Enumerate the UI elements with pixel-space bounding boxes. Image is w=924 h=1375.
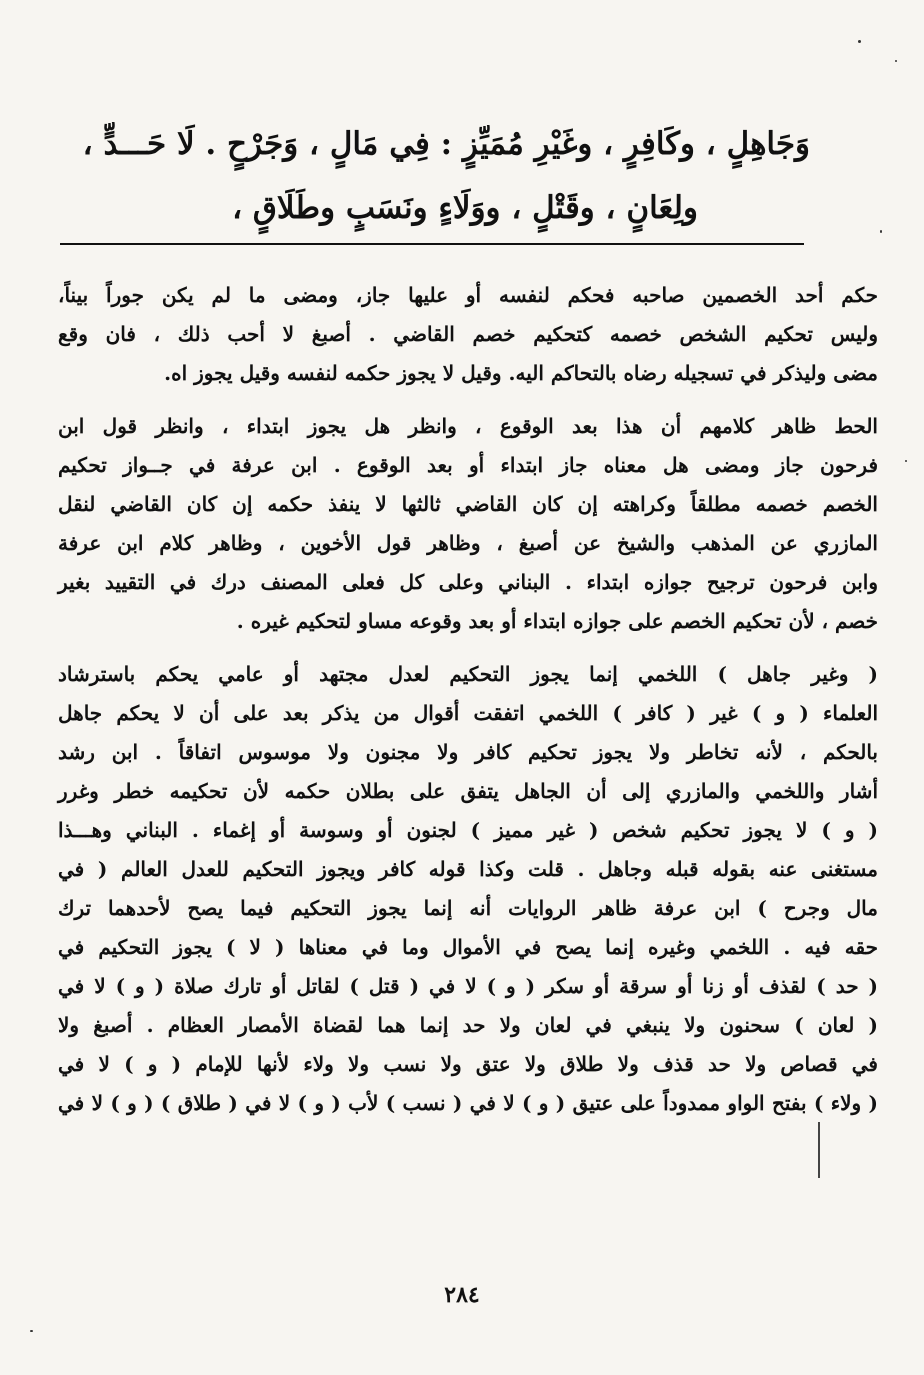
text-line: وليس تحكيم الشخص خصمه كتحكيم خصم القاضي . أصبغ لا أحب ذلك ، فان وقع <box>58 322 878 346</box>
text-line: فرحون جاز ومضى هل معناه جاز ابتداء أو بعد الوقوع . ابن عرفة في جــواز تحكيم <box>58 453 878 477</box>
text-line: حكم أحد الخصمين صاحبه فحكم لنفسه أو عليها جاز، ومضى ما لم يكن جوراً بيناً، <box>58 283 878 307</box>
scan-speck <box>858 40 861 43</box>
text-line: ( و ) لا يجوز تحكيم شخص ( غير مميز ) لجنون أو وسوسة أو إغماء . البناني وهـــذا <box>58 818 878 842</box>
matn-line: ولِعَانٍ ، وقَتْلٍ ، ووَلَاءٍ ونَسَبٍ وطَلَاقٍ ، <box>232 190 698 226</box>
text-line: مال وجرح ) ابن عرفة ظاهر الروايات أنه إنما يجوز التحكيم فيما يصح لأحدهما ترك <box>58 896 878 920</box>
text-line: المازري عن المذهب والشيخ عن أصبغ ، وظاهر قول الأخوين ، وظاهر كلام ابن عرفة <box>58 531 878 555</box>
matn-text <box>82 112 810 240</box>
text-line: ( وغير جاهل ) اللخمي إنما يجوز التحكيم لعدل مجتهد أو عامي يحكم باسترشاد <box>58 662 878 686</box>
commentary-paragraph <box>58 407 878 641</box>
text-line: ( ولاء ) بفتح الواو ممدوداً على عتيق ( و ) لا في ( نسب ) لأب ( و ) لا في ( طلاق ) ( و ) لا في <box>58 1091 878 1115</box>
text-line: الحط ظاهر كلامهم أن هذا بعد الوقوع ، وانظر هل يجوز ابتداء ، وانظر قول ابن <box>58 414 878 438</box>
text-line: مضى وليذكر في تسجيله رضاه بالتحاكم اليه. وقيل لا يجوز حكمه لنفسه وقيل يجوز اه. <box>164 361 878 385</box>
text-line: مستغنى عنه بقوله قبله وجاهل . قلت وكذا قوله كافر ويجوز التحكيم للعدل العالم ( في <box>58 857 878 881</box>
scan-speck <box>905 460 907 462</box>
text-line: الخصم خصمه مطلقاً وكراهته إن كان القاضي ثالثها لا ينفذ حكمه إن كان القاضي لنقل <box>58 492 878 516</box>
text-line: وابن فرحون ترجيح جوازه ابتداء . البناني وعلى كل فعلى المصنف درك في التقييد بغير <box>58 570 878 594</box>
separator-line <box>60 243 804 245</box>
page-number: ٢٨٤ <box>444 1282 480 1308</box>
text-line: ( لعان ) سحنون ولا ينبغي في لعان ولا حد إنما هما لقضاة الأمصار العظام . أصبغ ولا <box>58 1013 878 1037</box>
text-line: أشار واللخمي والمازري إلى أن الجاهل يتفق على بطلان حكمه لأن تحكيمه خطر وغرر <box>58 779 878 803</box>
matn-line: وَجَاهِلٍ ، وكَافِرٍ ، وغَيْرِ مُمَيِّزٍ : فِي مَالٍ ، وَجَرْحٍ . لَا حَـــدٍّ ، <box>82 126 810 162</box>
text-line: بالحكم ، لأنه تخاطر ولا يجوز تحكيم كافر ولا مجنون ولا موسوس اتفاقاً . ابن رشد <box>58 740 878 764</box>
text-line: خصم ، لأن تحكيم الخصم على جوازه ابتداء أو بعد وقوعه مساو لتحكيم غيره . <box>236 609 878 633</box>
text-line: في قصاص ولا حد قذف ولا طلاق ولا عتق ولا نسب ولا ولاء لأنها للإمام ( و ) لا في <box>58 1052 878 1076</box>
scan-speck <box>30 1330 33 1332</box>
scan-speck <box>895 60 897 62</box>
text-line: ( حد ) لقذف أو زنا أو سرقة أو سكر ( و ) لا في ( قتل ) لقاتل أو تارك صلاة ( و ) لا في <box>58 974 878 998</box>
commentary-paragraph <box>58 276 878 393</box>
text-line: العلماء ( و ) غير ( كافر ) اللخمي اتفقت أقوال من يذكر بعد على أن لا يحكم جاهل <box>58 701 878 725</box>
commentary-paragraph <box>58 655 878 1123</box>
scan-speck <box>880 230 882 233</box>
margin-mark <box>818 1122 820 1178</box>
text-line: حقه فيه . اللخمي وغيره إنما يصح في الأموال وما في معناها ( لا ) يجوز التحكيم في <box>58 935 878 959</box>
commentary-text <box>58 276 878 1137</box>
